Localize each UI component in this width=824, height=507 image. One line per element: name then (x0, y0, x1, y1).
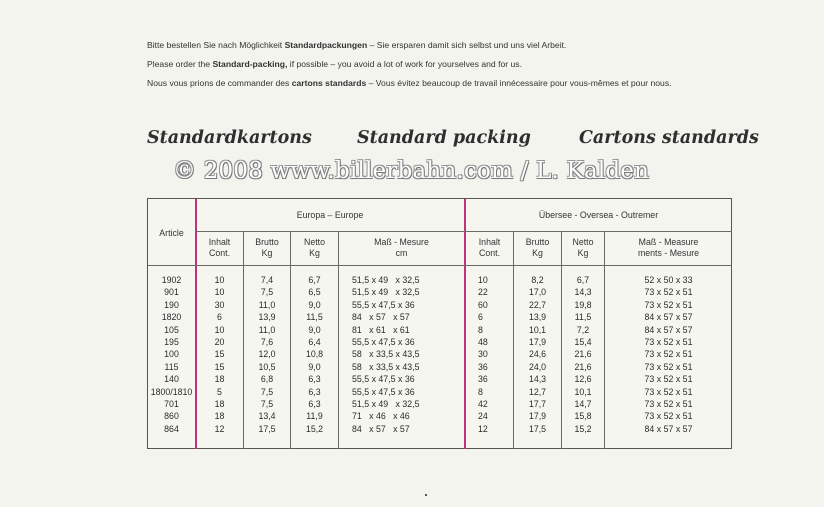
table-cell: 100 (164, 349, 179, 360)
os-netto-header: Netto Kg (572, 237, 594, 258)
table-cell: 84 x 57 x 57 (644, 324, 693, 335)
table-cell: 18 (214, 411, 225, 422)
table-cell: 24,0 (528, 361, 547, 372)
table-cell: 73 x 52 x 51 (644, 411, 693, 422)
heading-english: Standard packing (357, 128, 531, 148)
table-cell: 73 x 52 x 51 (644, 374, 693, 385)
table-cell: 901 (164, 287, 179, 298)
table-cell: 7,5 (260, 386, 274, 397)
table-cell: 6,7 (576, 275, 590, 285)
col-os-mass (605, 274, 732, 435)
col-line (338, 231, 339, 449)
table-cell: 6,5 (308, 287, 321, 298)
section-headings (147, 128, 759, 154)
table-cell: 6,3 (308, 386, 321, 397)
table-cell: 10 (214, 287, 225, 298)
table-cell: 11,9 (306, 411, 323, 422)
table-cell: 140 (164, 374, 179, 385)
table-cell: 17,0 (528, 287, 547, 298)
table-cell: 13,9 (528, 312, 547, 323)
packing-table (147, 198, 732, 449)
table-cell: 84 x 57 x 57 (644, 423, 693, 434)
table-cell: 73 x 52 x 51 (644, 287, 693, 298)
table-cell: 21,6 (574, 361, 592, 372)
table-cell: 17,9 (528, 336, 547, 347)
table-cell: 6,3 (308, 398, 321, 409)
table-cell: 7,6 (260, 336, 274, 347)
col-os-inhalt (478, 274, 513, 435)
table-cell: 6,3 (308, 374, 321, 385)
table-cell: 36 (478, 374, 488, 385)
table-cell: 8,2 (531, 275, 544, 285)
table-cell: 55,5 x 47,5 x 36 (352, 336, 415, 347)
table-cell: 42 (478, 398, 488, 409)
table-cell: 51,5 x 49 x 32,5 (352, 287, 420, 298)
table-cell: 12 (478, 423, 488, 434)
eu-inhalt-header: Inhalt Cont. (208, 237, 231, 258)
table-cell: 864 (164, 423, 179, 434)
table-cell: 52 x 50 x 33 (644, 275, 693, 285)
table-cell: 15,2 (574, 423, 592, 434)
table-cell: 21,6 (574, 349, 592, 360)
table-cell: 10,1 (574, 386, 592, 397)
table-cell: 13,9 (258, 312, 276, 323)
table-cell: 14,7 (574, 398, 592, 409)
table-cell: 12,6 (574, 374, 592, 385)
table-cell: 6 (478, 312, 483, 323)
table-cell: 701 (164, 398, 179, 409)
table-cell: 7,2 (576, 324, 590, 335)
table-cell: 860 (164, 411, 179, 422)
table-cell: 10 (478, 275, 488, 285)
table-cell: 73 x 52 x 51 (644, 349, 693, 360)
table-cell: 6,7 (308, 275, 321, 285)
table-cell: 12,7 (528, 386, 547, 397)
table-cell: 14,3 (574, 287, 592, 298)
table-cell: 51,5 x 49 x 32,5 (352, 275, 420, 285)
table-cell: 9,0 (308, 361, 321, 372)
table-cell: 73 x 52 x 51 (644, 386, 693, 397)
table-cell: 5 (217, 386, 222, 397)
table-cell: 15 (214, 349, 225, 360)
table-cell: 7,5 (260, 287, 274, 298)
table-cell: 10 (214, 324, 225, 335)
table-cell: 84 x 57 x 57 (644, 312, 693, 323)
table-cell: 15,2 (305, 423, 324, 434)
table-cell: 10,5 (258, 361, 276, 372)
table-cell: 17,5 (258, 423, 276, 434)
table-cell: 6,4 (308, 336, 321, 347)
table-cell: 18 (214, 374, 225, 385)
europe-header: Europa – Europe (296, 210, 364, 220)
col-article (148, 274, 195, 435)
col-os-netto (562, 274, 604, 435)
table-cell: 195 (164, 336, 179, 347)
table-cell: 19,8 (574, 299, 592, 310)
table-cell: 15,4 (574, 336, 592, 347)
table-cell: 11,5 (574, 312, 592, 323)
table-cell: 10 (214, 275, 225, 285)
col-eu-mass (352, 274, 462, 435)
table-cell: 12 (214, 423, 225, 434)
eu-mass-header: Maß - Mesure cm (374, 237, 429, 258)
table-cell: 73 x 52 x 51 (644, 398, 693, 409)
table-cell: 17,9 (528, 411, 547, 422)
table-cell: 11,0 (258, 299, 276, 310)
table-cell: 22,7 (528, 299, 547, 310)
table-cell: 55,5 x 47,5 x 36 (352, 299, 415, 310)
os-brutto-header: Brutto Kg (525, 237, 550, 258)
intro-text (147, 40, 747, 97)
table-cell: 58 x 33,5 x 43,5 (352, 349, 420, 360)
table-cell: 15 (214, 361, 225, 372)
os-mass-header: Maß - Measure ments - Mesure (637, 237, 700, 258)
os-inhalt-header: Inhalt Cont. (478, 237, 501, 258)
table-cell: 11,0 (258, 324, 276, 335)
table-cell: 55,5 x 47,5 x 36 (352, 374, 415, 385)
table-cell: 6,8 (260, 374, 274, 385)
table-cell: 9,0 (308, 299, 321, 310)
table-cell: 58 x 33,5 x 43,5 (352, 361, 420, 372)
scan-speck (425, 494, 427, 496)
table-cell: 10,1 (528, 324, 547, 335)
table-cell: 73 x 52 x 51 (644, 361, 693, 372)
table-cell: 10,8 (305, 349, 324, 360)
table-cell: 115 (164, 361, 179, 372)
heading-german: Standardkartons (147, 128, 312, 148)
table-cell: 84 x 57 x 57 (352, 423, 410, 434)
col-eu-inhalt (196, 274, 243, 435)
table-cell: 13,4 (258, 411, 276, 422)
table-cell: 8 (478, 324, 483, 335)
table-cell: 1800/1810 (150, 386, 193, 397)
table-cell: 11,5 (306, 312, 323, 323)
table-cell: 17,7 (528, 398, 547, 409)
header-rule-top (195, 231, 732, 232)
header-rule-bottom (148, 265, 732, 266)
table-cell: 36 (478, 361, 488, 372)
table-cell: 17,5 (528, 423, 547, 434)
copyright-watermark: © 2008 www.billerbahn.com / L. Kalden (173, 158, 650, 184)
oversea-header: Übersee - Oversea - Outremer (538, 210, 659, 220)
table-cell: 15,8 (574, 411, 592, 422)
intro-english: Please order the Standard-packing, if possible – you avoid a lot of work for yourselves and for us. (147, 59, 522, 69)
table-cell: 1820 (161, 312, 182, 323)
table-cell: 22 (478, 287, 488, 298)
table-cell: 18 (214, 398, 225, 409)
table-cell: 24 (478, 411, 488, 422)
table-cell: 7,5 (260, 398, 274, 409)
intro-french: Nous vous prions de commander des cartons standards – Vous évitez beaucoup de travail innécessaire pour vous-mêmes et pour nous. (147, 78, 672, 88)
table-cell: 55,5 x 47,5 x 36 (352, 386, 415, 397)
table-cell: 48 (478, 336, 488, 347)
col-eu-brutto (244, 274, 290, 435)
col-eu-netto (291, 274, 338, 435)
table-cell: 30 (214, 299, 225, 310)
table-cell: 81 x 61 x 61 (352, 324, 410, 335)
table-cell: 105 (164, 324, 179, 335)
table-cell: 20 (214, 336, 225, 347)
table-cell: 73 x 52 x 51 (644, 299, 693, 310)
eu-netto-header: Netto Kg (303, 237, 326, 258)
table-cell: 8 (478, 386, 483, 397)
table-cell: 9,0 (308, 324, 321, 335)
table-cell: 84 x 57 x 57 (352, 312, 410, 323)
intro-german: Bitte bestellen Sie nach Möglichkeit Standardpackungen – Sie ersparen damit sich selbst und uns viel Arbeit. (147, 40, 567, 50)
table-cell: 7,4 (260, 275, 274, 285)
heading-french: Cartons standards (579, 128, 759, 148)
table-cell: 60 (478, 299, 488, 310)
table-cell: 30 (478, 349, 488, 360)
table-cell: 6 (217, 312, 222, 323)
col-os-brutto (514, 274, 561, 435)
table-cell: 24,6 (528, 349, 547, 360)
table-cell: 190 (164, 299, 179, 310)
article-header: Article (159, 228, 184, 238)
table-cell: 51,5 x 49 x 32,5 (352, 398, 420, 409)
eu-brutto-header: Brutto Kg (255, 237, 279, 258)
table-cell: 14,3 (528, 374, 547, 385)
table-cell: 71 x 46 x 46 (352, 411, 410, 422)
table-cell: 1902 (161, 275, 182, 285)
table-cell: 73 x 52 x 51 (644, 336, 693, 347)
table-cell: 12,0 (258, 349, 276, 360)
